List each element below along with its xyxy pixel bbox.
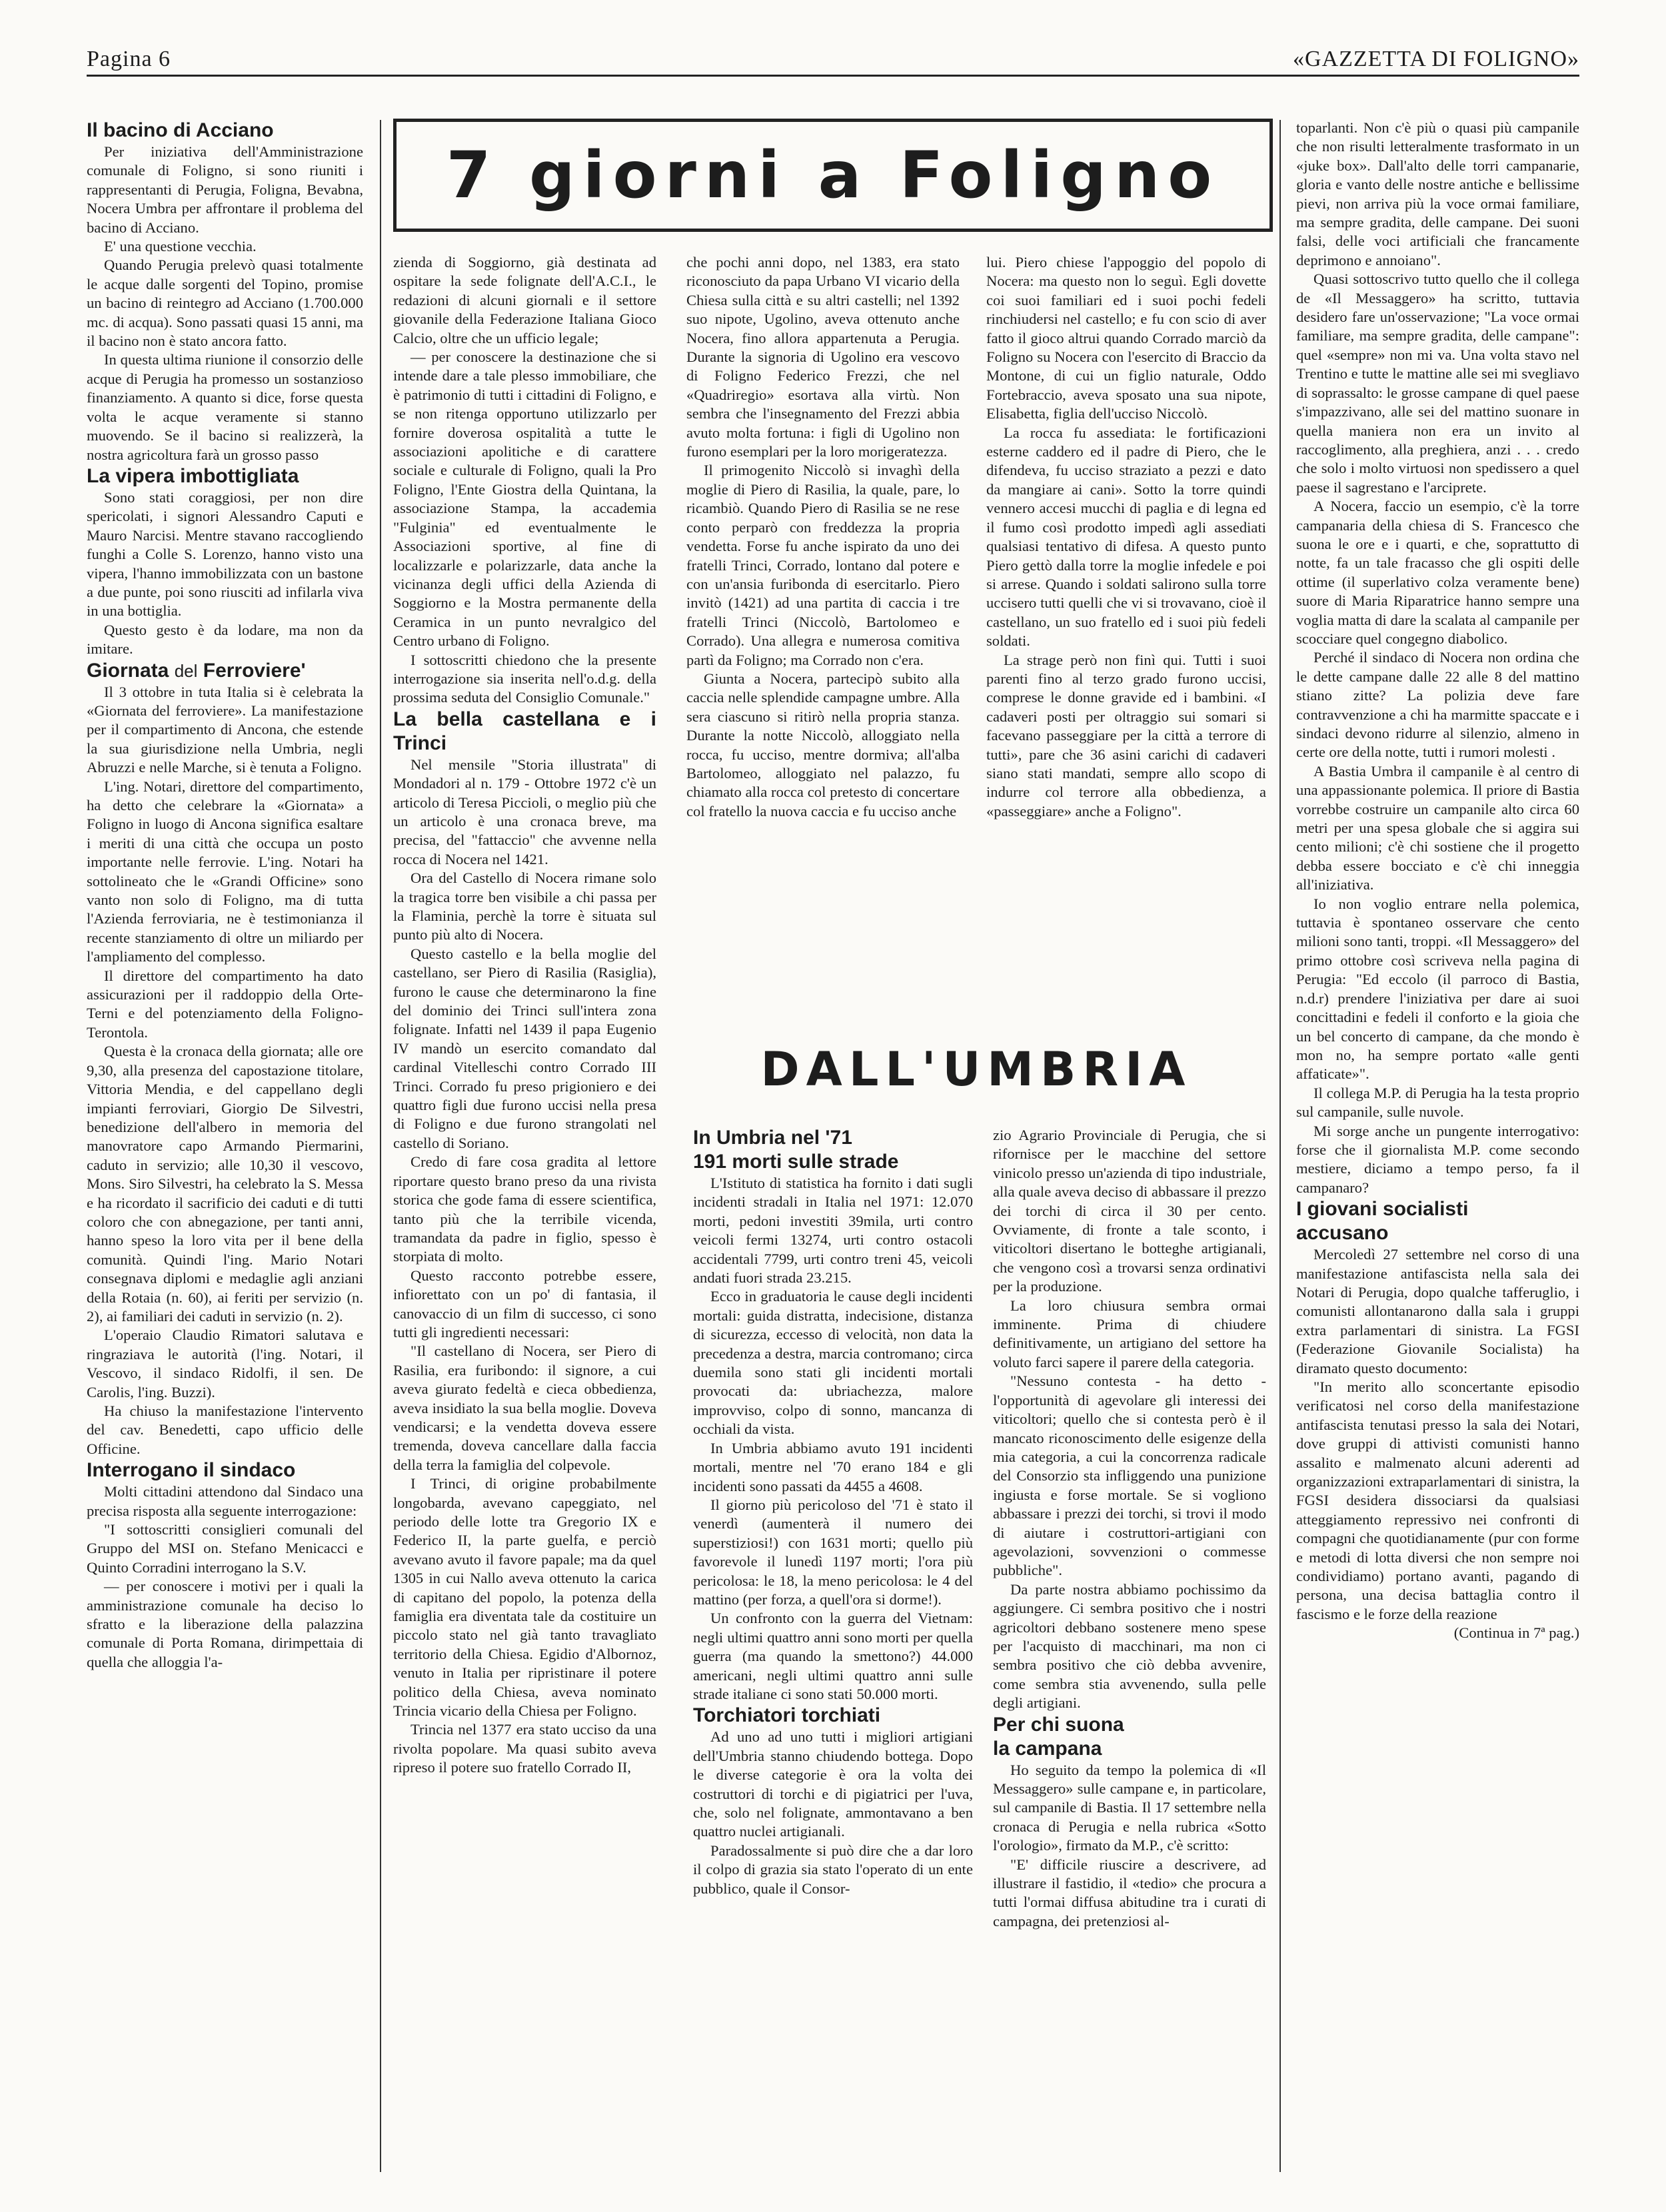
paragraph: Questo racconto potrebbe essere, infiorettato con un po' di fantasia, il canovaccio di un film di successo, ci sono tutti gli ingredienti necessari: (393, 1267, 656, 1341)
column-2 (393, 253, 656, 1778)
paragraph: Ha chiuso la manifestazione l'intervento del cav. Benedetti, capo ufficio delle Officine. (87, 1402, 363, 1457)
headline-line: Per chi suona (993, 1713, 1124, 1736)
paragraph: Il direttore del compartimento ha dato assicurazioni per il raddoppio della Orte-Terni e del potenziamento della Foligno-Terontola. (87, 967, 363, 1041)
paragraph: Il giorno più pericoloso del '71 è stato il venerdì (aumenterà il numero dei superstiziosi!) con 1631 morti; quello più favorevole il lunedì 1197 morti; l'ora più pericolosa: le 18, la meno pericolosa: le 4 del mattino (per forza, a quell'ora si dorme!). (693, 1496, 973, 1608)
paragraph: L'Istituto di statistica ha fornito i dati sugli incidenti stradali in Italia nel 1971: 12.070 morti, pedoni investiti 39mila, urti contro veicoli fermi 13274, urti contro ostacoli accidentali 7799, urti contro treni 45, veicoli andati fuori strada 23.215. (693, 1175, 973, 1287)
column-3-top (686, 253, 960, 821)
column-rule (1279, 120, 1281, 2172)
paragraph: Nel mensile "Storia illustrata" di Mondadori al n. 179 - Ottobre 1972 c'è un articolo di Teresa Piccioli, o meglio più che un articolo è una cronaca breve, ma precisa, del "fattaccio" che avvenne nella rocca di Nocera nel 1421. (393, 756, 656, 867)
headline-part: Giornata (87, 659, 169, 682)
paragraph: A Nocera, faccio un esempio, c'è la torre campanaria della chiesa di S. Francesco che suona le ore e i quarti, e che, soprattutto di notte, fa un tale fracasso che gli ospiti delle ottime (il superlativo colza veramente bene) suore di Maria Riparatrice hanno sempre una voglia matta di dare la scalata al campanile per scocciare quel congegno diabolico. (1296, 498, 1579, 647)
masthead: «GAZZETTA DI FOLIGNO» (1293, 47, 1579, 71)
paragraph: I sottoscritti chiedono che la presente interrogazione sia inserita nell'o.d.g. della prossima seduta del Consiglio Comunale." (393, 651, 656, 706)
paragraph: Questo castello e la bella moglie del castellano, ser Piero di Rasilia (Rasiglia), furono le cause che determinarono la fine del dominio dei Trinci sull'intera zona folignate. Infatti nel 1439 il papa Eugenio IV mandò un esercito comandato dal cardinal Vitelleschi contro Corrado III Trinci. Corrado fu preso prigioniero e dei quattro figli due furono uccisi nella presa di Foligno e due furono strangolati nel castello di Soriano. (393, 945, 656, 1151)
paragraph: Un confronto con la guerra del Vietnam: negli ultimi quattro anni sono morti per quella guerra (ma quando la smettono?) 44.000 americani, negli ultimi quattro anni sulle strade italiane ci sono stati 50.000 morti. (693, 1610, 973, 1702)
paragraph: Perché il sindaco di Nocera non ordina che le dette campane dalle 22 alle 8 del mattino stiano zitte? La polizia deve fare contravvenzione a chi ha marmitte spaccate e i sindaci devono ridurre al silenzio, almeno in certe ore della notte, tutti i rumori molesti . (1296, 649, 1579, 761)
paragraph: Mercoledì 27 settembre nel corso di una manifestazione antifascista nella sala dei Notari di Perugia, dopo qualche tafferuglio, i comunisti allontanarono dalla sala i gruppi extra parlamentari di sinistra. La FGSI (Federazione Giovanile Socialista) ha diramato questo documento: (1296, 1246, 1579, 1377)
paragraph: "In merito allo sconcertante episodio verificatosi nel corso della manifestazione antifascista tenutasi presso la sala dei Notari, dove gruppi di attivisti comunisti hanno assalito e malmenato alcuni aderenti ad organizzazioni extraparlamentari di sinistra, la FGSI desidera dissociarsi da qualsiasi atteggiamento repressivo nei confronti di compagni che quotidianamente (pur con forme e metodi di lotta diversi che non sempre noi condividiamo) portano avanti, pagando di persona, una decisa battaglia contro il fascismo e le forze della reazione (1296, 1379, 1579, 1622)
header-rule (87, 75, 1579, 77)
paragraph: "Nessuno contesta - ha detto - l'opportunità di agevolare gli interessi dei viticoltori; quello che si contesta però è il mancato riconoscimento delle esigenze della mia categoria, a cui la concorrenza radicale del Consorzio sta infliggendo una punizione ingiusta e forse mortale. Se si vogliono abbassare i prezzi dei torchi, si trovi il modo di aiutare i costruttori-artigiani con agevolazioni, sovvenzioni o commesse pubbliche". (993, 1373, 1266, 1579)
paragraph: — per conoscere la destinazione che si intende dare a tale plesso immobiliare, che è patrimonio di tutti i cittadini di Foligno, e se non ritenga opportuno utilizzarlo per fornire doverosa ospitalità a tutte le associazioni apolitiche e di carattere sociale e culturale di Foligno, quali la Pro Foligno, l'Ente Giostra della Quintana, la associazione Stampa, la accademia "Fulginia" ed eventualmente le Associazioni sportive, al fine di localizzarle e polarizzarle, data anche la vicinanza degli uffici della Azienda di Soggiorno e la Mostra permanente della Ceramica in un punto nevralgico del Centro urbano di Foligno. (393, 348, 656, 650)
column-4-bottom (993, 1126, 1266, 1931)
headline: La bella castellana e i Trinci (393, 708, 656, 754)
paragraph: A Bastia Umbra il campanile è al centro di una appassionante polemica. Il priore di Bastia vorrebbe costruire un campanile alto circa 60 metri per una spesa globale che si aggira sui cento milioni; c'è chi sostiene che il progetto debba essere bocciato e c'è chi inneggia all'iniziativa. (1296, 762, 1579, 893)
column-5 (1296, 119, 1579, 1643)
paragraph: La strage però non finì qui. Tutti i suoi parenti fino al terzo grado furono uccisi, comprese le donne gravide ed i bambini. «I cadaveri posti per oltraggio sui somari si facevano passeggiare per la città a terrore di tutti», pare che 36 asini carichi di cadaveri siano stati mandati, sempre allo scopo di indurre col terrore alla obbedienza, a «passeggiare» anche a Foligno". (986, 651, 1266, 820)
paragraph: La loro chiusura sembra ormai imminente. Prima di chiudere definitivamente, un artigiano del settore ha voluto farci sapere il parere della categoria. (993, 1297, 1266, 1371)
banner-title: 7 giorni a Foligno (446, 138, 1220, 213)
paragraph: Molti cittadini attendono dal Sindaco una precisa risposta alla seguente interrogazione: (87, 1483, 363, 1519)
headline: Il bacino di Acciano (87, 119, 274, 141)
column-rule (380, 120, 381, 2172)
section-heading (686, 1039, 1266, 1099)
paragraph: Quando Perugia prelevò quasi totalmente le acque dalle sorgenti del Topino, promise un bacino di reintegro ad Acciano (1.700.000 mc. di acqua). Sono passati quasi 15 anni, ma il bacino non è stato ancora fatto. (87, 257, 363, 350)
paragraph: — per conoscere i motivi per i quali la amministrazione comunale ha deciso lo sfratto e la liberazione della palazzina comunale di Porta Romana, dirimpettaia di quella che alloggia l'a- (87, 1578, 363, 1670)
paragraph: Da parte nostra abbiamo pochissimo da aggiungere. Ci sembra positivo che i nostri agricoltori debbano sostenere meno spese per l'acquisto di macchinari, ma non ci sembra positivo che ciò debba avvenire, come sembra stia avvenendo, sulla pelle degli artigiani. (993, 1580, 1266, 1712)
headline (87, 659, 363, 683)
column-4-top (986, 253, 1266, 821)
continuation-note: (Continua in 7ª pag.) (1453, 1624, 1579, 1642)
paragraph: lui. Piero chiese l'appoggio del popolo di Nocera: ma questo non lo seguì. Egli dovette coi suoi familiari ed i suoi pochi fedeli rinchiudersi nel castello; e fu con scio di aver fatto il gioco altrui quando Corrado marciò da Foligno su Nocera con l'esercito di Braccio da Montone, di cui un figlio naturale, Oddo Fortebraccio, aveva sposato una sua nipote, Elisabetta, figlia dell'ucciso Niccolò. (986, 254, 1266, 422)
paragraph: Per iniziativa dell'Amministrazione comunale di Foligno, si sono riuniti i rappresentanti di Perugia, Foligna, Bevabna, Nocera Umbra per affrontare il problema del bacino di Acciano. (87, 143, 363, 236)
paragraph: Giunta a Nocera, partecipò subito alla caccia nelle splendide campagne umbre. Alla sera ciascuno si ritirò nella propria stanza. Durante la notte Niccolò, alloggiato nella rocca, fu ucciso, mentre dormiva; all'alba Bartolomeo, alloggiato nel palazzo, fu chiamato alla rocca col pretesto di concertare col fratello la nuova caccia e fu ucciso anche (686, 670, 960, 820)
page-number: Pagina 6 (87, 47, 171, 71)
column-1 (87, 119, 363, 1672)
paragraph: Paradossalmente si può dire che a dar loro il colpo di grazia sia stato l'operato di un ente pubblico, quale il Consor- (693, 1842, 973, 1897)
paragraph: zienda di Soggiorno, già destinata ad ospitare la sede folignate dell'A.C.I., le redazioni di alcuni giornali e il settore giovanile della Federazione Italiana Gioco Calcio, oltre che un ufficio legale; (393, 254, 656, 346)
headline-line: accusano (1296, 1222, 1389, 1245)
column-3-bottom (693, 1126, 973, 1898)
paragraph: Trincia nel 1377 era stato ucciso da una rivolta popolare. Ma quasi subito aveva ripreso il potere suo fratello Corrado II, (393, 1721, 656, 1776)
headline-line: la campana (993, 1737, 1102, 1760)
paragraph: Io non voglio entrare nella polemica, tuttavia è spontaneo osservare che cento milioni sono tanti, troppi. «Il Messaggero» del primo ottobre così scriveva nella pagina di Perugia: "Ed eccolo (il parroco di Bastia, n.d.r) prendere l'iniziativa per dare ai suoi concittadini e fedeli il conforto e la gioia che un bel concerto di campane, da che mondo è mon no, ha sempre portato «alle genti affaticate»". (1296, 895, 1579, 1083)
headline-line: I giovani socialisti (1296, 1198, 1469, 1221)
headline (693, 1126, 973, 1174)
paragraph: Ho seguito da tempo la polemica di «Il Messaggero» sulle campane e, in particolare, sul campanile di Bastia. Il 17 settembre nella cronaca di Perugia e nella rubrica «Sotto l'orologio», firmato da M.P., c'è scritto: (993, 1761, 1266, 1854)
paragraph: E' una questione vecchia. (104, 238, 257, 255)
paragraph: Il collega M.P. di Perugia ha la testa proprio sul campanile, sulle nuvole. (1296, 1084, 1579, 1121)
paragraph: "I sottoscritti consiglieri comunali del Gruppo del MSI on. Stefano Menicacci e Quinto Corradini interrogano la S.V. (87, 1521, 363, 1576)
paragraph: zio Agrario Provinciale di Perugia, che si rifornisce per le macchine del settore vinicolo presso un'azienda di tipo industriale, alla quale aveva deciso di abbassare il prezzo dei torchi di circa il 30 per cento. Ovviamente, di fronte a tale sconto, i viticoltori disertano le botteghe artigianali, che vengono così a trovarsi senza ordinativi per la produzione. (993, 1127, 1266, 1295)
paragraph: Questa è la cronaca della giornata; alle ore 9,30, alla presenza del capostazione titolare, Vittoria Mendia, e del cappellano degli impianti ferroviari, Giorgio De Silvestri, benedizione dell'albero in memoria del manovratore capo Armando Piermarini, caduto in servizio; alle 10,30 il vescovo, Mons. Siro Silvestri, ha celebrato la S. Messa e ha ricordato il sacrificio dei caduti e di tutti coloro che con abnegazione, per tanti anni, hanno speso la loro vita per il bene della comunità. Quindi l'ing. Mario Notari consegnava diplomi e medaglie agli anziani della Rotaia (n. 60), ai feriti per servizio (n. 2), ai familiari dei caduti in servizio (n. 2). (87, 1043, 363, 1325)
headline-part: del (174, 660, 198, 681)
paragraph: "Il castellano di Nocera, ser Piero di Rasilia, era furibondo: il signore, a cui aveva giurato fedeltà e cieca obbedienza, aveva insidiato la sua bella moglie. Doveva vendicarsi; e la vendetta doveva essere tremenda, doveva cancellare dalla faccia della terra la famiglia del colpevole. (393, 1343, 656, 1473)
section-title: DALL'UMBRIA (760, 1042, 1192, 1097)
headline: La vipera imbottigliata (87, 464, 299, 487)
headline-line: In Umbria nel '71 (693, 1127, 852, 1149)
paragraph: Il primogenito Niccolò si invaghì della moglie di Piero di Rasilia, la quale, pare, lo ricambiò. Quando Piero di Rasilia se ne rese conto perparò con freddezza la propria vendetta. Forse fu anche ispirato da uno dei fratelli Trinci, Corrado, lontano dal potere e con un'ansia furibonda di esercitarlo. Piero invitò (1421) ad una partita di caccia i tre fratelli Trinci (Niccolò, Bartolomeo e Corrado). Una allegra e numerosa comitiva partì da Foligno; ma Corrado non c'era. (686, 462, 960, 668)
headline (1296, 1197, 1579, 1245)
paragraph: che pochi anni dopo, nel 1383, era stato riconosciuto da papa Urbano VI vicario della Chiesa sulla città e su altri castelli; nel 1392 suo nipote, Ugolino, aveva ottenuto anche Nocera, fino allora appartenuta a Perugia. Durante la signoria di Ugolino era vescovo di Foligno Federico Frezzi, che nel «Quadriregio» esortava alla virtù. Non sembra che l'insegnamento del Frezzi abbia avuto molta fortuna: i figli di Ugolino non furono esemplari per la loro morigeratezza. (686, 254, 960, 460)
section-banner (393, 119, 1273, 232)
paragraph: Il 3 ottobre in tuta Italia si è celebrata la «Giornata del ferroviere». La manifestazione per il compartimento di Ancona, che estende la sua giurisdizione nella Umbria, negli Abruzzi e nelle Marche, si è tenuta a Foligno. (87, 683, 363, 776)
paragraph: In Umbria abbiamo avuto 191 incidenti mortali, mentre nel '70 erano 184 e gli incidenti sono passati da 4455 a 4608. (693, 1439, 973, 1494)
headline-part: Ferroviere' (203, 659, 306, 682)
paragraph: Ecco in graduatoria le cause degli incidenti mortali: guida distratta, indecisione, distanza di sicurezza, eccesso di velocità, non data la precedenza a destra, marcia contromano; circa duemila sono stati gli incidenti mortali provocati da: ubriachezza, malore improvviso, colpo di sonno, mancanza di occhiali da vista. (693, 1288, 973, 1438)
paragraph: Questo gesto è da lodare, ma non da imitare. (87, 621, 363, 658)
paragraph: In questa ultima riunione il consorzio delle acque di Perugia ha promesso un sostanzioso finanziamento. A quanto si dice, forse questa volta le acque veramente si stanno muovendo. Se il bacino si realizzerà, la nostra agricoltura farà un grosso passo (87, 351, 363, 463)
paragraph: L'ing. Notari, direttore del compartimento, ha detto che celebrare la «Giornata» a Foligno in luogo di Ancona significa esaltare i meriti di una città che occupa un posto importante nelle ferrovie. L'ing. Notari ha sottolineato che le «Grandi Officine» sono vanto non solo di Foligno, ma di tutta l'Azienda ferroviaria, ne è testimonianza il recente stanziamento di oltre un miliardo per l'ampliamento del complesso. (87, 778, 363, 965)
paragraph: "E' difficile riuscire a descrivere, ad illustrare il fastidio, il «tedio» che procura a tutti l'ormai diffusa abitudine tra i curati di campagna, dei pretenziosi al- (993, 1856, 1266, 1930)
paragraph: Sono stati coraggiosi, per non dire spericolati, i signori Alessandro Caputi e Mauro Narcisi. Mentre stavano raccogliendo funghi a Colle S. Lorenzo, hanno visto una vipera, l'hanno immobilizzata con un bastone a due punte, poi sono riusciti ad infilarla viva in una bottiglia. (87, 488, 363, 620)
paragraph: Ora del Castello di Nocera rimane solo la tragica torre ben visibile a chi passa per la Flaminia, perchè la torre è situata sul punto più alto di Nocera. (393, 869, 656, 943)
paragraph: Credo di fare cosa gradita al lettore riportare questo brano preso da una rivista storica che gode fama di essere scientifica, tanto più che la terribile vicenda, tramandata da padre in figlio, spesso è storpiata di molto. (393, 1153, 656, 1265)
paragraph: Ad uno ad uno tutti i migliori artigiani dell'Umbria stanno chiudendo bottega. Dopo le diverse categorie è ora la volta dei costruttori di torchi e di pigiatrici per l'uva, che, solo nel folignate, ammontavano a ben quattro nuclei artigianali. (693, 1728, 973, 1840)
headline: Torchiatori torchiati (693, 1704, 881, 1727)
paragraph: L'operaio Claudio Rimatori salutava e ringraziava le autorità (l'ing. Notari, il Vescovo, il sindaco Ridolfi, il sen. De Carolis, l'ing. Buzzi). (87, 1327, 363, 1400)
paragraph: toparlanti. Non c'è più o quasi più campanile che non risulti letteralmente trasformato in un «juke box». Dall'alto delle torri campanarie, gloria e vanto delle nostre antiche e bellissime pievi, non arriva più la voce ormai familiare, ma sempre gradita, delle campane. Dei suoni falsi, delle voci artificiali che francamente deprimono e annoiano". (1296, 119, 1579, 269)
paragraph: La rocca fu assediata: le fortificazioni esterne caddero ed il padre di Piero, che le difendeva, fu ucciso straziato a pezzi e dato da mangiare ai cani». Sotto la torre quindi vennero accesi mucchi di paglia e di legna ed il fumo così prodotto impedì agli assediati qualsiasi tentativo di difesa. A questo punto Piero gettò dalla torre la moglie infedele e poi si arrese. Quando i soldati salirono sulla torre uccisero tutti quelli che vi si trovavano, cioè il castellano, un suo fratello ed i suoi più fedeli soldati. (986, 424, 1266, 650)
paragraph: Mi sorge anche un pungente interrogativo: forse che il giornalista M.P. come secondo mestiere, diciamo a tempo perso, fa il campanaro? (1296, 1122, 1579, 1196)
paragraph: Quasi sottoscrivo tutto quello che il collega de «Il Messaggero» ha scritto, tuttavia desidero fare un'osservazione; "La voce ormai familiare, ma sempre gradita, delle campane": quel «sempre» non mi va. Una volta stavo nel Trentino e tutte le mattine alle sei mi svegliavo di soprassalto: le grosse campane di quel paese s'impazzivano, alle sei del mattino suonare in quella maniera non era un invito al raccoglimento, alla preghiera, anzi . . . credo che solo i molto virtuosi non spedissero a quel paese il sagrestano e l'arciprete. (1296, 271, 1579, 496)
headline (993, 1713, 1266, 1761)
headline: Interrogano il sindaco (87, 1459, 296, 1482)
headline-line: 191 morti sulle strade (693, 1151, 899, 1173)
paragraph: I Trinci, di origine probabilmente longobarda, avevano capeggiato, nel periodo delle lotte tra Gregorio IX e Federico II, la parte guelfa, e perciò avevano avuto il favore papale; ma da quel 1305 in cui Nallo aveva ottenuto la carica di capitano del popolo, la potenza della famiglia era diventata tale da costituire un piccolo stato nel già tanto travagliato territorio della Chiesa. Egidio d'Albornoz, venuto in Italia per ripristinare il potere politico della Chiesa, aveva nominato Trincia vicario della Chiesa per Foligno. (393, 1475, 656, 1720)
